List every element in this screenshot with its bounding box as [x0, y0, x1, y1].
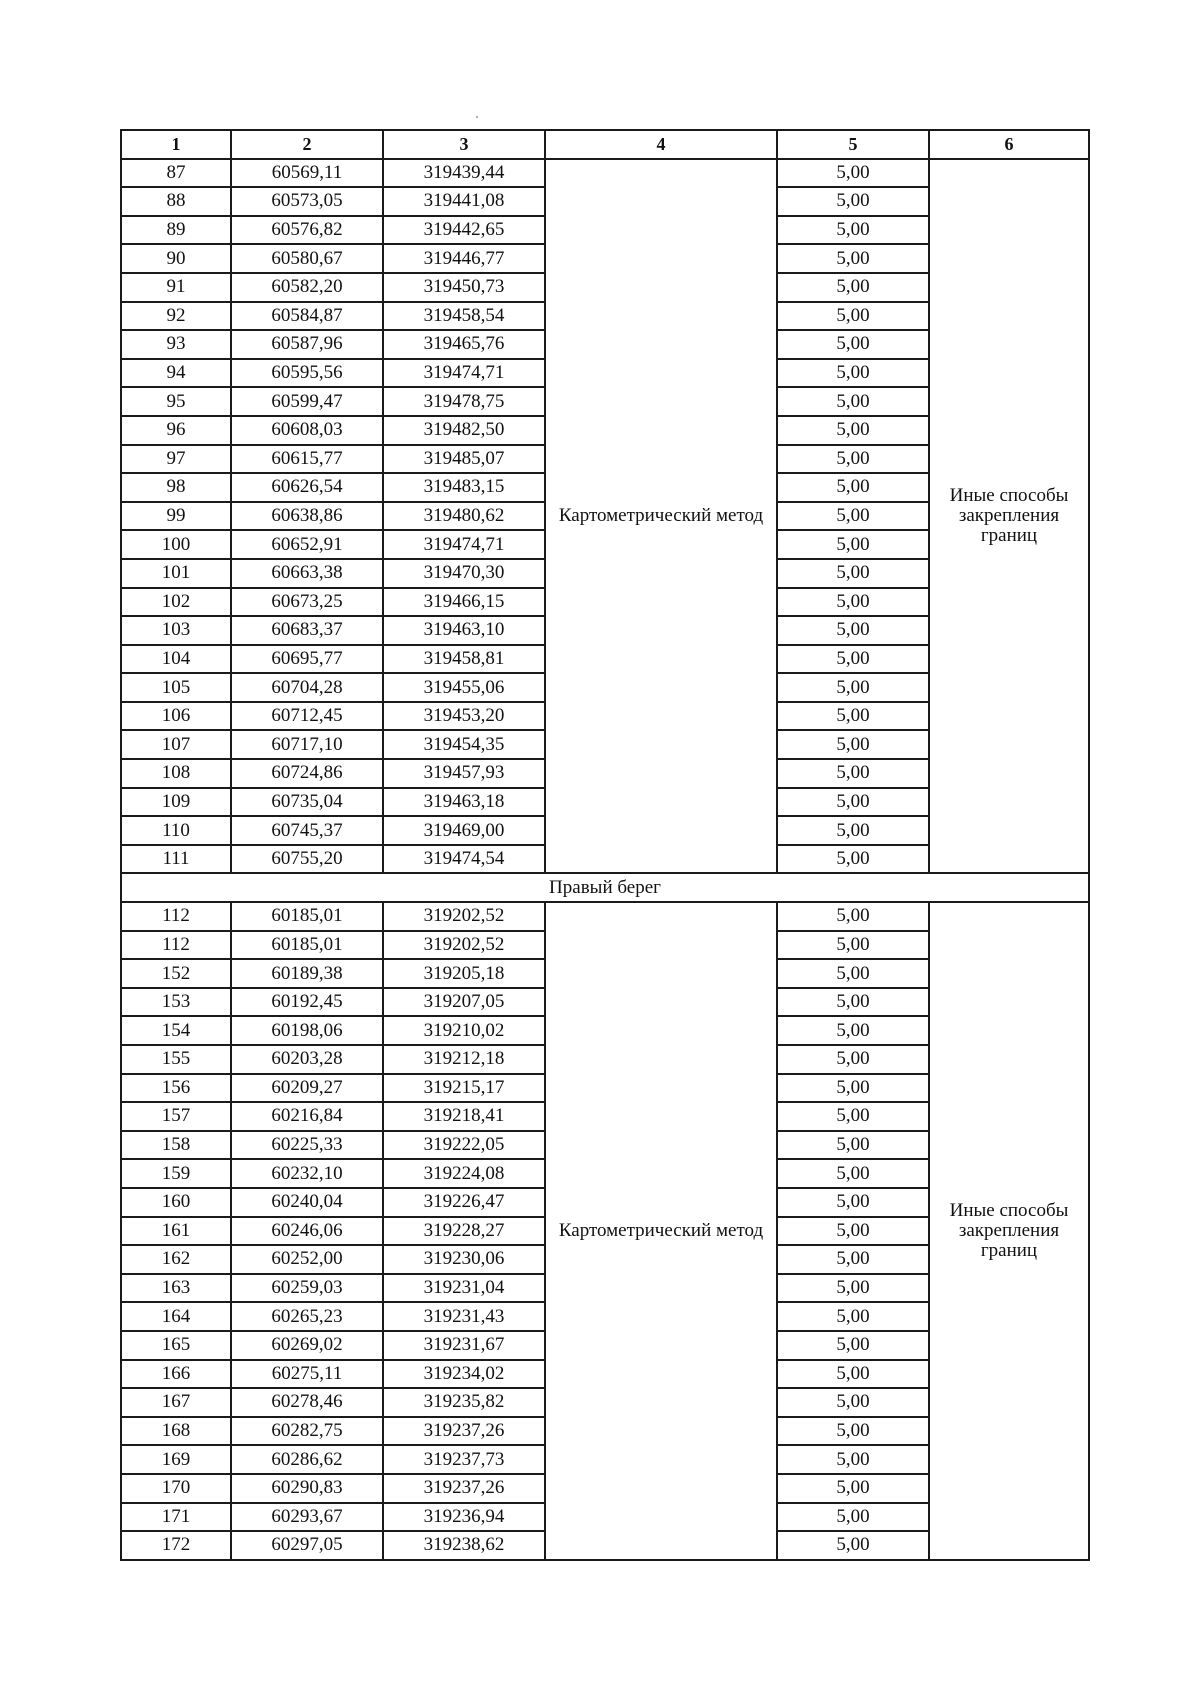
x-coordinate-cell: 60246,06	[231, 1217, 383, 1246]
table-row	[121, 902, 1089, 931]
point-number-cell: 111	[121, 845, 231, 874]
y-coordinate-cell: 319485,07	[383, 445, 545, 474]
x-coordinate-cell: 60185,01	[231, 931, 383, 960]
y-coordinate-cell: 319230,06	[383, 1245, 545, 1274]
point-number-cell: 168	[121, 1417, 231, 1446]
y-coordinate-cell: 319238,62	[383, 1531, 545, 1560]
y-coordinate-cell: 319478,75	[383, 387, 545, 416]
accuracy-cell: 5,00	[777, 1474, 929, 1503]
point-number-cell: 104	[121, 645, 231, 674]
y-coordinate-cell: 319228,27	[383, 1217, 545, 1246]
accuracy-cell: 5,00	[777, 616, 929, 645]
x-coordinate-cell: 60198,06	[231, 1016, 383, 1045]
coordinates-table	[120, 129, 1090, 1561]
x-coordinate-cell: 60673,25	[231, 588, 383, 617]
point-number-cell: 112	[121, 931, 231, 960]
accuracy-cell: 5,00	[777, 159, 929, 188]
accuracy-cell: 5,00	[777, 645, 929, 674]
y-coordinate-cell: 319458,81	[383, 645, 545, 674]
accuracy-cell: 5,00	[777, 216, 929, 245]
method-cell: Картометрический метод	[545, 902, 777, 1560]
y-coordinate-cell: 319480,62	[383, 502, 545, 531]
accuracy-cell: 5,00	[777, 1531, 929, 1560]
y-coordinate-cell: 319231,04	[383, 1274, 545, 1303]
accuracy-cell: 5,00	[777, 1274, 929, 1303]
point-number-cell: 162	[121, 1245, 231, 1274]
y-coordinate-cell: 319236,94	[383, 1503, 545, 1532]
point-number-cell: 100	[121, 530, 231, 559]
x-coordinate-cell: 60652,91	[231, 530, 383, 559]
x-coordinate-cell: 60252,00	[231, 1245, 383, 1274]
point-number-cell: 95	[121, 387, 231, 416]
accuracy-cell: 5,00	[777, 730, 929, 759]
accuracy-cell: 5,00	[777, 416, 929, 445]
x-coordinate-cell: 60286,62	[231, 1445, 383, 1474]
x-coordinate-cell: 60192,45	[231, 988, 383, 1017]
point-number-cell: 171	[121, 1503, 231, 1532]
accuracy-cell: 5,00	[777, 1388, 929, 1417]
table-header	[121, 130, 1089, 159]
point-number-cell: 87	[121, 159, 231, 188]
accuracy-cell: 5,00	[777, 702, 929, 731]
point-number-cell: 91	[121, 273, 231, 302]
y-coordinate-cell: 319207,05	[383, 988, 545, 1017]
accuracy-cell: 5,00	[777, 559, 929, 588]
y-coordinate-cell: 319457,93	[383, 759, 545, 788]
accuracy-cell: 5,00	[777, 588, 929, 617]
point-number-cell: 158	[121, 1131, 231, 1160]
table-row	[121, 159, 1089, 188]
point-number-cell: 94	[121, 359, 231, 388]
accuracy-cell: 5,00	[777, 473, 929, 502]
accuracy-cell: 5,00	[777, 359, 929, 388]
accuracy-cell: 5,00	[777, 931, 929, 960]
point-number-cell: 156	[121, 1074, 231, 1103]
x-coordinate-cell: 60608,03	[231, 416, 383, 445]
y-coordinate-cell: 319205,18	[383, 959, 545, 988]
y-coordinate-cell: 319234,02	[383, 1360, 545, 1389]
accuracy-cell: 5,00	[777, 845, 929, 874]
x-coordinate-cell: 60293,67	[231, 1503, 383, 1532]
y-coordinate-cell: 319474,71	[383, 530, 545, 559]
y-coordinate-cell: 319210,02	[383, 1016, 545, 1045]
y-coordinate-cell: 319446,77	[383, 244, 545, 273]
x-coordinate-cell: 60724,86	[231, 759, 383, 788]
y-coordinate-cell: 319466,15	[383, 588, 545, 617]
header-cell: 6	[929, 130, 1089, 159]
accuracy-cell: 5,00	[777, 187, 929, 216]
y-coordinate-cell: 319470,30	[383, 559, 545, 588]
x-coordinate-cell: 60203,28	[231, 1045, 383, 1074]
accuracy-cell: 5,00	[777, 959, 929, 988]
y-coordinate-cell: 319202,52	[383, 902, 545, 931]
accuracy-cell: 5,00	[777, 502, 929, 531]
x-coordinate-cell: 60259,03	[231, 1274, 383, 1303]
y-coordinate-cell: 319450,73	[383, 273, 545, 302]
x-coordinate-cell: 60745,37	[231, 816, 383, 845]
point-number-cell: 160	[121, 1188, 231, 1217]
point-number-cell: 88	[121, 187, 231, 216]
point-number-cell: 155	[121, 1045, 231, 1074]
point-number-cell: 110	[121, 816, 231, 845]
point-number-cell: 109	[121, 788, 231, 817]
section-row	[121, 873, 1089, 902]
y-coordinate-cell: 319453,20	[383, 702, 545, 731]
header-cell: 1	[121, 130, 231, 159]
y-coordinate-cell: 319215,17	[383, 1074, 545, 1103]
x-coordinate-cell: 60569,11	[231, 159, 383, 188]
x-coordinate-cell: 60717,10	[231, 730, 383, 759]
x-coordinate-cell: 60282,75	[231, 1417, 383, 1446]
y-coordinate-cell: 319212,18	[383, 1045, 545, 1074]
accuracy-cell: 5,00	[777, 1417, 929, 1446]
section-title: Правый берег	[121, 873, 1089, 902]
y-coordinate-cell: 319441,08	[383, 187, 545, 216]
y-coordinate-cell: 319463,10	[383, 616, 545, 645]
x-coordinate-cell: 60580,67	[231, 244, 383, 273]
y-coordinate-cell: 319454,35	[383, 730, 545, 759]
point-number-cell: 90	[121, 244, 231, 273]
x-coordinate-cell: 60240,04	[231, 1188, 383, 1217]
accuracy-cell: 5,00	[777, 1503, 929, 1532]
point-number-cell: 105	[121, 673, 231, 702]
x-coordinate-cell: 60587,96	[231, 330, 383, 359]
y-coordinate-cell: 319237,73	[383, 1445, 545, 1474]
y-coordinate-cell: 319222,05	[383, 1131, 545, 1160]
accuracy-cell: 5,00	[777, 816, 929, 845]
fixing-method-cell: Иные способы закрепления границ	[929, 159, 1089, 874]
point-number-cell: 106	[121, 702, 231, 731]
accuracy-cell: 5,00	[777, 988, 929, 1017]
point-number-cell: 102	[121, 588, 231, 617]
x-coordinate-cell: 60582,20	[231, 273, 383, 302]
x-coordinate-cell: 60735,04	[231, 788, 383, 817]
table-body	[121, 159, 1089, 1560]
accuracy-cell: 5,00	[777, 330, 929, 359]
point-number-cell: 157	[121, 1102, 231, 1131]
point-number-cell: 152	[121, 959, 231, 988]
x-coordinate-cell: 60584,87	[231, 302, 383, 331]
point-number-cell: 97	[121, 445, 231, 474]
y-coordinate-cell: 319218,41	[383, 1102, 545, 1131]
x-coordinate-cell: 60232,10	[231, 1159, 383, 1188]
accuracy-cell: 5,00	[777, 1159, 929, 1188]
y-coordinate-cell: 319224,08	[383, 1159, 545, 1188]
method-cell: Картометрический метод	[545, 159, 777, 874]
x-coordinate-cell: 60615,77	[231, 445, 383, 474]
point-number-cell: 107	[121, 730, 231, 759]
x-coordinate-cell: 60290,83	[231, 1474, 383, 1503]
accuracy-cell: 5,00	[777, 1331, 929, 1360]
point-number-cell: 89	[121, 216, 231, 245]
x-coordinate-cell: 60225,33	[231, 1131, 383, 1160]
accuracy-cell: 5,00	[777, 1360, 929, 1389]
accuracy-cell: 5,00	[777, 1045, 929, 1074]
accuracy-cell: 5,00	[777, 387, 929, 416]
x-coordinate-cell: 60626,54	[231, 473, 383, 502]
y-coordinate-cell: 319439,44	[383, 159, 545, 188]
accuracy-cell: 5,00	[777, 1188, 929, 1217]
x-coordinate-cell: 60573,05	[231, 187, 383, 216]
point-number-cell: 165	[121, 1331, 231, 1360]
point-number-cell: 101	[121, 559, 231, 588]
accuracy-cell: 5,00	[777, 273, 929, 302]
accuracy-cell: 5,00	[777, 759, 929, 788]
x-coordinate-cell: 60269,02	[231, 1331, 383, 1360]
y-coordinate-cell: 319465,76	[383, 330, 545, 359]
y-coordinate-cell: 319231,43	[383, 1302, 545, 1331]
x-coordinate-cell: 60595,56	[231, 359, 383, 388]
y-coordinate-cell: 319235,82	[383, 1388, 545, 1417]
x-coordinate-cell: 60189,38	[231, 959, 383, 988]
point-number-cell: 99	[121, 502, 231, 531]
point-number-cell: 154	[121, 1016, 231, 1045]
y-coordinate-cell: 319442,65	[383, 216, 545, 245]
y-coordinate-cell: 319226,47	[383, 1188, 545, 1217]
x-coordinate-cell: 60275,11	[231, 1360, 383, 1389]
accuracy-cell: 5,00	[777, 1131, 929, 1160]
scan-speck	[476, 116, 478, 118]
accuracy-cell: 5,00	[777, 902, 929, 931]
x-coordinate-cell: 60712,45	[231, 702, 383, 731]
y-coordinate-cell: 319469,00	[383, 816, 545, 845]
accuracy-cell: 5,00	[777, 1016, 929, 1045]
x-coordinate-cell: 60297,05	[231, 1531, 383, 1560]
point-number-cell: 98	[121, 473, 231, 502]
x-coordinate-cell: 60663,38	[231, 559, 383, 588]
x-coordinate-cell: 60704,28	[231, 673, 383, 702]
point-number-cell: 163	[121, 1274, 231, 1303]
point-number-cell: 153	[121, 988, 231, 1017]
accuracy-cell: 5,00	[777, 244, 929, 273]
accuracy-cell: 5,00	[777, 302, 929, 331]
point-number-cell: 170	[121, 1474, 231, 1503]
point-number-cell: 161	[121, 1217, 231, 1246]
accuracy-cell: 5,00	[777, 673, 929, 702]
y-coordinate-cell: 319474,71	[383, 359, 545, 388]
accuracy-cell: 5,00	[777, 445, 929, 474]
accuracy-cell: 5,00	[777, 1302, 929, 1331]
accuracy-cell: 5,00	[777, 1445, 929, 1474]
x-coordinate-cell: 60695,77	[231, 645, 383, 674]
point-number-cell: 112	[121, 902, 231, 931]
point-number-cell: 159	[121, 1159, 231, 1188]
header-cell: 5	[777, 130, 929, 159]
accuracy-cell: 5,00	[777, 1245, 929, 1274]
x-coordinate-cell: 60638,86	[231, 502, 383, 531]
y-coordinate-cell: 319463,18	[383, 788, 545, 817]
y-coordinate-cell: 319483,15	[383, 473, 545, 502]
accuracy-cell: 5,00	[777, 1102, 929, 1131]
x-coordinate-cell: 60278,46	[231, 1388, 383, 1417]
y-coordinate-cell: 319458,54	[383, 302, 545, 331]
point-number-cell: 103	[121, 616, 231, 645]
header-cell: 4	[545, 130, 777, 159]
x-coordinate-cell: 60216,84	[231, 1102, 383, 1131]
y-coordinate-cell: 319237,26	[383, 1474, 545, 1503]
x-coordinate-cell: 60209,27	[231, 1074, 383, 1103]
y-coordinate-cell: 319231,67	[383, 1331, 545, 1360]
y-coordinate-cell: 319202,52	[383, 931, 545, 960]
point-number-cell: 172	[121, 1531, 231, 1560]
header-cell: 2	[231, 130, 383, 159]
accuracy-cell: 5,00	[777, 530, 929, 559]
x-coordinate-cell: 60755,20	[231, 845, 383, 874]
x-coordinate-cell: 60185,01	[231, 902, 383, 931]
x-coordinate-cell: 60576,82	[231, 216, 383, 245]
accuracy-cell: 5,00	[777, 788, 929, 817]
x-coordinate-cell: 60599,47	[231, 387, 383, 416]
y-coordinate-cell: 319455,06	[383, 673, 545, 702]
x-coordinate-cell: 60683,37	[231, 616, 383, 645]
point-number-cell: 166	[121, 1360, 231, 1389]
y-coordinate-cell: 319237,26	[383, 1417, 545, 1446]
y-coordinate-cell: 319482,50	[383, 416, 545, 445]
point-number-cell: 96	[121, 416, 231, 445]
point-number-cell: 167	[121, 1388, 231, 1417]
point-number-cell: 92	[121, 302, 231, 331]
point-number-cell: 108	[121, 759, 231, 788]
x-coordinate-cell: 60265,23	[231, 1302, 383, 1331]
fixing-method-cell: Иные способы закрепления границ	[929, 902, 1089, 1560]
point-number-cell: 169	[121, 1445, 231, 1474]
accuracy-cell: 5,00	[777, 1074, 929, 1103]
y-coordinate-cell: 319474,54	[383, 845, 545, 874]
header-cell: 3	[383, 130, 545, 159]
accuracy-cell: 5,00	[777, 1217, 929, 1246]
point-number-cell: 164	[121, 1302, 231, 1331]
point-number-cell: 93	[121, 330, 231, 359]
